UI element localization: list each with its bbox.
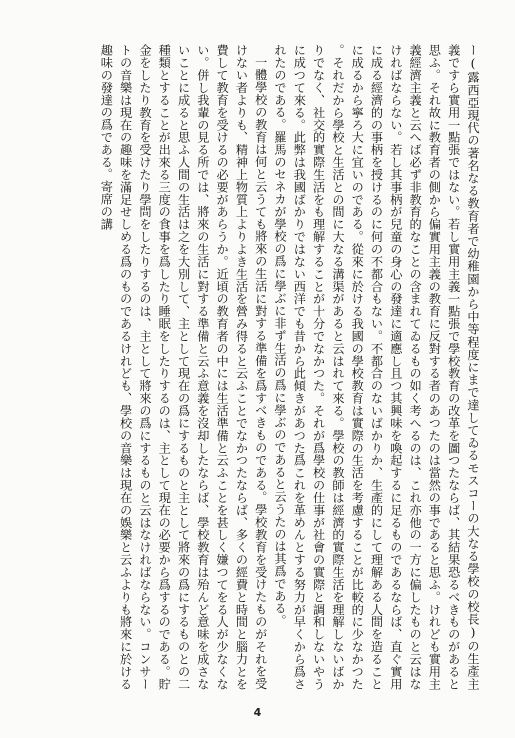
paragraph-1: ー(露西亞現代の著名なる教育者で幼稚園から中等程度にまで達してゐるモスコーの大なる學校の校長)の生產主義ですら實用一點張ではない。若し實用主義一點張で學校教育の改革を圖つたならば、其結果恐るべきものがあると思ふ。それ故に教育者の側から偏實用主義の教育に反對する者のあつたのは當然の事であると思ふ。けれども實用主義經濟主義と云へば必ず非教育的なことの含まれてゐるもの如く考へるのは、これ亦他の一方に偏したものと云はなければならない。若し其事柄が兒童の身心の發達に適應し且つ其興味を喚起するに足るものであるならば、直ぐ實用に成る經濟的の事柄を授けるのに何の不都合もない。不都合のないばかりか、生產的にして理解ある人間を造ることに成るから寧ろ大に宜いのである。從來に於ける我國の學校教育は實際の生活を考慮することが比較的に少なかつた。それだから學校と生活との間に大なる溝渠があると云はれて來る。學校の教師は經濟的實際生活を理解しないばかりでなく、社交的實際生活をも理解することが十分でなかつた。それが爲學校の仕事が社會の實際と調和しないやうに成つて來る。此弊は我國ばかりではない西洋でも昔から此傾きがあつた爲これを革めんとする努力が早くから爲されたのである。羅馬のセネカが學校の爲に學ぶに非ず生活の爲に學ぶのであると云うたのは其爲である。 (273, 44, 480, 690)
vertical-text-body (36, 44, 482, 690)
paragraph-2: 一體學校の教育は何と云うても將來の生活に對する準備を爲すべきものである。學校教育を受けたものがそれを受けない者よりも、精神上物質上よりよき生活を營み得ると云ふことでなかつたならば、多くの經費と時間と腦力とを費して教育を受けるの必要があらうか。近頃の教育者の中には生活準備と云ふことを甚しく嫌つてをる人が少なくない。併し我輩の見る所では、將來の生活に對する準備と云ふ意義を沒却したならば、學校教育は殆んど意味を成さないことに成ると思ふ人間の生活は之を大別して、主として現在の爲にするものと主として將來の爲にするものとの二種類とすることが出來る三度の食事を爲したり睡眠をしたりするのは、主として現在の必要から爲するのである。貯金をしたり教育を受けたり學問をしたりするのは、主として將來の爲にするものと云はなければならない。コンサートの音樂は現在の趣味を滿足せしめる爲のものであるけれども、學校の音樂は現在の娛樂と云ふよりも將來に於ける趣味の發達の爲である。寄席の講 (99, 44, 268, 690)
page-number: 4 (253, 706, 262, 719)
